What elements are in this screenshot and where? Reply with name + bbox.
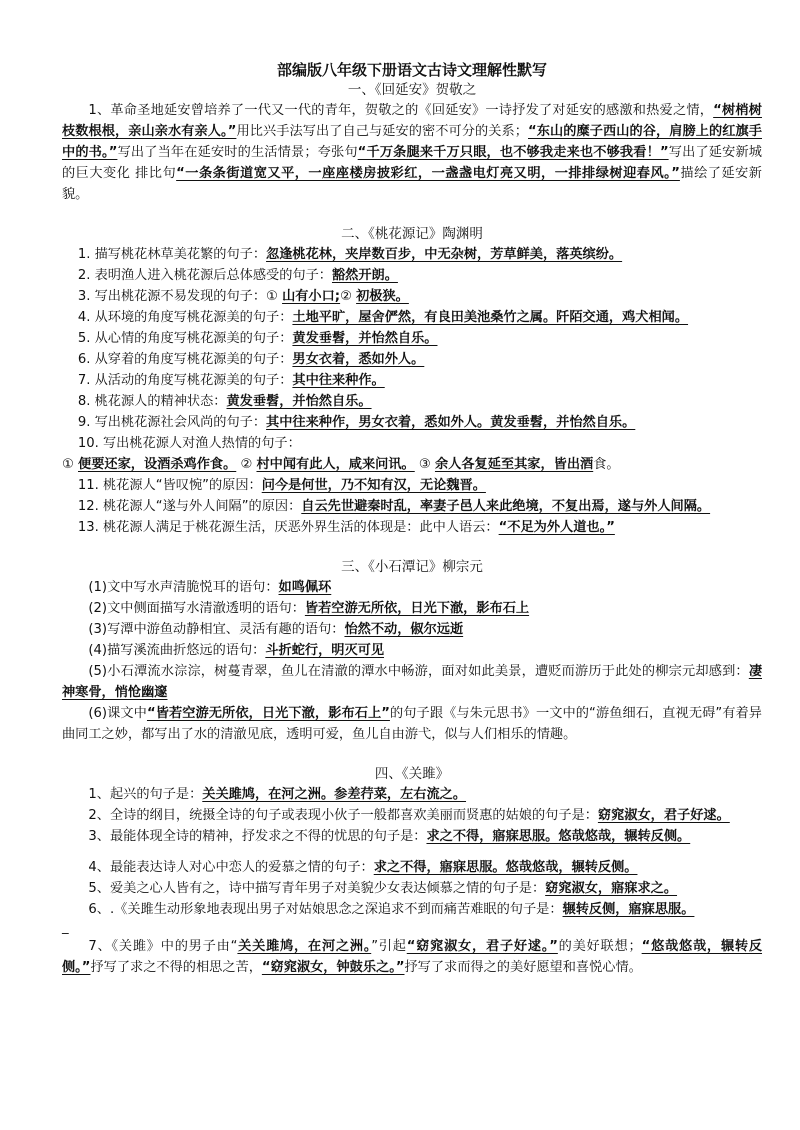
answer-text: 土地平旷，屋舍俨然，有良田美池桑竹之属。阡陌交通，鸡犬相闻。 — [292, 310, 689, 325]
prompt-text: 3. 写出桃花源不易发现的句子：① — [77, 289, 283, 304]
answer-text: 山有小口; — [282, 289, 341, 304]
answer-text: 关关雎鸠，在河之洲。 — [237, 939, 372, 954]
answer-text: 自云先世避秦时乱，率妻子邑人来此绝境，不复出焉，遂与外人间隔。 — [301, 499, 711, 514]
prompt-text: 1、起兴的句子是： — [88, 787, 203, 802]
answer-text: 求之不得，寤寐思服。悠哉悠哉，辗转反侧。 — [373, 860, 638, 875]
answer-text: 便要还家，设酒杀鸡作食。 — [78, 457, 237, 472]
answer-text: 男女衣着，悉如外人。 — [292, 352, 425, 367]
answer-text: 窈窕淑女，寤寐求之。 — [545, 881, 678, 896]
section-2 — [62, 224, 762, 538]
question-item — [62, 936, 762, 978]
answer-text: 怡然不动，俶尔远逝 — [344, 622, 464, 637]
prompt-text: 8. 桃花源人的精神状态： — [77, 394, 227, 409]
answer-text: 余人各复延至其家，皆出酒 — [434, 457, 594, 472]
question-item — [62, 244, 762, 265]
question-item — [62, 100, 762, 205]
document-title: 部编版八年级下册语文古诗文理解性默写 — [276, 61, 547, 79]
question-item — [62, 391, 762, 412]
answer-text: 其中往来种作，男女衣着，悉如外人。黄发垂髫，并怡然自乐。 — [266, 415, 636, 430]
prompt-text: 11. 桃花源人“皆叹惋”的原因： — [77, 478, 262, 493]
prompt-text: (4)描写溪流曲折悠远的语句： — [88, 643, 266, 658]
answer-text: “树梢树枝数根根，亲山亲水有亲人。” — [62, 103, 762, 139]
prompt-text: 13. 桃花源人满足于桃花源生活，厌恶外界生活的体现是：此中人语云： — [77, 520, 499, 535]
prompt-text: 描绘了延安新貌。 — [62, 166, 762, 202]
answer-text: 黄发垂髫，并怡然自乐。 — [292, 331, 438, 346]
prompt-text: 10. 写出桃花源人对渔人热情的句子： — [77, 436, 301, 451]
question-item — [62, 703, 762, 745]
answer-text: 辗转反侧，寤寐思服。 — [562, 902, 695, 917]
prompt-text: (3)写潭中游鱼动静相宜、灵活有趣的语句： — [88, 622, 345, 637]
prompt-text: 2. 表明渔人进入桃花源后总体感受的句子： — [77, 268, 332, 283]
question-item — [62, 433, 762, 454]
answer-text: 求之不得，寤寐思服。悠哉悠哉，辗转反侧。 — [426, 829, 691, 844]
prompt-text: 4、最能表达诗人对心中恋人的爱慕之情的句子： — [88, 860, 374, 875]
prompt-text: 1、革命圣地延安曾培养了一代又一代的青年，贺敬之的《回延安》一诗抒发了对延安的感激和热爱之情， — [88, 103, 714, 118]
answer-text: 皆若空游无所依，日光下澈，影布石上 — [304, 601, 530, 616]
prompt-text: 3、最能体现全诗的精神，抒发求之不得的忧思的句子是： — [88, 829, 427, 844]
question-item — [62, 496, 762, 517]
prompt-text: 的句子跟《与朱元思书》一文中的“游鱼细石，直视无碍”有着异曲同工之妙，都写出了水的清澈见底，透明可爱，鱼儿自由游弋，似与人们相乐的情趣。 — [62, 706, 762, 742]
prompt-text: 的美好联想； — [557, 939, 642, 954]
prompt-text: ① — [62, 457, 79, 472]
question-item — [62, 784, 762, 805]
section-heading: 四、《关雎》 — [374, 766, 450, 782]
question-item — [62, 286, 762, 307]
prompt-text: 抒写了求而得之的美好愿望和喜悦心情。 — [404, 960, 642, 975]
question-item — [62, 899, 762, 920]
section-1 — [62, 80, 762, 205]
prompt-text: 7、《关雎》中的男子由“ — [88, 939, 238, 954]
section-4 — [62, 764, 762, 978]
prompt-text: 5. 从心情的角度写桃花源美的句子： — [77, 331, 293, 346]
section-heading: 三、《小石潭记》柳宗元 — [341, 559, 483, 575]
prompt-text: (1)文中写水声清脆悦耳的语句： — [88, 580, 279, 595]
answer-text: 窈窕淑女，君子好逑。 — [597, 808, 730, 823]
prompt-text: 7. 从活动的角度写桃花源美的句子： — [77, 373, 293, 388]
prompt-text: ③ — [414, 457, 435, 472]
prompt-text: 写出了当年在延安时的生活情景；夸张句 — [117, 145, 358, 160]
question-item — [62, 349, 762, 370]
answer-text: 初极狭。 — [356, 289, 409, 304]
prompt-text: 9. 写出桃花源社会风尚的句子： — [77, 415, 267, 430]
question-item — [62, 307, 762, 328]
answer-text: 村中闻有此人，咸来问讯。 — [256, 457, 415, 472]
question-item — [62, 475, 762, 496]
section-3 — [62, 557, 762, 745]
prompt-text: 12. 桃花源人“遂与外人间隔”的原因： — [77, 499, 302, 514]
prompt-text: 4. 从环境的角度写桃花源美的句子： — [77, 310, 293, 325]
question-item — [62, 577, 762, 598]
prompt-text: ”引起 — [371, 939, 407, 954]
prompt-text: 2、全诗的纲目，统摄全诗的句子或表现小伙子一般都喜欢美丽而贤惠的姑娘的句子是： — [88, 808, 598, 823]
answer-text: “窈窕淑女，钟鼓乐之。” — [261, 960, 405, 975]
question-item — [62, 878, 762, 899]
answer-text: 关关雎鸠，在河之洲。参差荇菜，左右流之。 — [202, 787, 467, 802]
answer-text: “千万条腿来千万只眼，也不够我走来也不够我看！” — [357, 145, 669, 160]
answer-text: 斗折蛇行，明灭可见 — [265, 643, 385, 658]
answer-text: 忽逢桃花林，夹岸数百步，中无杂树，芳草鲜美，落英缤纷。 — [266, 247, 623, 262]
answer-text: 其中往来种作。 — [292, 373, 385, 388]
prompt-text: 食。 — [593, 457, 620, 472]
prompt-text: ② — [236, 457, 257, 472]
prompt-text: 写出了延安新城的巨大变化 排比句 — [62, 145, 762, 181]
answer-text: “不足为外人道也。” — [498, 520, 615, 535]
prompt-text: (2)文中侧面描写水清澈透明的语句： — [88, 601, 305, 616]
prompt-text: 5、爱美之心人皆有之，诗中描写青年男子对美貌少女表达倾慕之情的句子是： — [88, 881, 546, 896]
prompt-text: 抒写了求之不得的相思之苦， — [90, 960, 262, 975]
question-item — [62, 805, 762, 826]
question-item — [62, 412, 762, 433]
question-item — [62, 661, 762, 703]
section-heading: 二、《桃花源记》陶渊明 — [341, 226, 483, 242]
question-item — [62, 517, 762, 538]
answer-text: “东山的糜子西山的谷，肩膀上的红旗手中的书。” — [62, 124, 762, 160]
document-page — [62, 60, 762, 978]
question-item — [62, 454, 762, 475]
prompt-text: 6、.《关雎生动形象地表现出男子对姑娘思念之深追求不到而痛苦难眠的句子是： — [88, 902, 563, 917]
stray-mark: _ — [62, 920, 69, 935]
answer-text: 凄神寒骨，悄怆幽邃 — [62, 664, 762, 700]
question-item — [62, 640, 762, 661]
answer-text: 问今是何世，乃不知有汉，无论魏晋。 — [261, 478, 486, 493]
question-item — [62, 857, 762, 878]
question-item — [62, 598, 762, 619]
prompt-text: 1. 描写桃花林草美花繁的句子： — [77, 247, 267, 262]
question-item — [62, 826, 762, 847]
section-heading: 一、《回延安》贺敬之 — [347, 82, 477, 98]
prompt-text: 6. 从穿着的角度写桃花源美的句子： — [77, 352, 293, 367]
prompt-text: (5)小石潭流水淙淙，树蔓青翠，鱼儿在清澈的潭水中畅游，面对如此美景，遭贬而游历于此处的柳宗元却感到： — [88, 664, 749, 679]
answer-text: 豁然开朗。 — [331, 268, 398, 283]
prompt-text: ② — [340, 289, 357, 304]
answer-text: “皆若空游无所依，日光下澈，影布石上” — [146, 706, 390, 721]
prompt-text: (6)课文中 — [88, 706, 147, 721]
prompt-text: 用比兴手法写出了自己与延安的密不可分的关系； — [236, 124, 528, 139]
question-item — [62, 265, 762, 286]
answer-text: 黄发垂髫，并怡然自乐。 — [226, 394, 372, 409]
answer-text: “悠哉悠哉，辗转反侧。” — [62, 939, 763, 975]
question-item — [62, 328, 762, 349]
question-item — [62, 370, 762, 391]
question-item — [62, 619, 762, 640]
answer-text: “窈窕淑女，君子好逑。” — [406, 939, 558, 954]
answer-text: “一条条街道宽又平，一座座楼房披彩红，一盏盏电灯亮又明，一排排绿树迎春风。” — [176, 166, 680, 181]
answer-text: 如鸣佩环 — [278, 580, 332, 595]
